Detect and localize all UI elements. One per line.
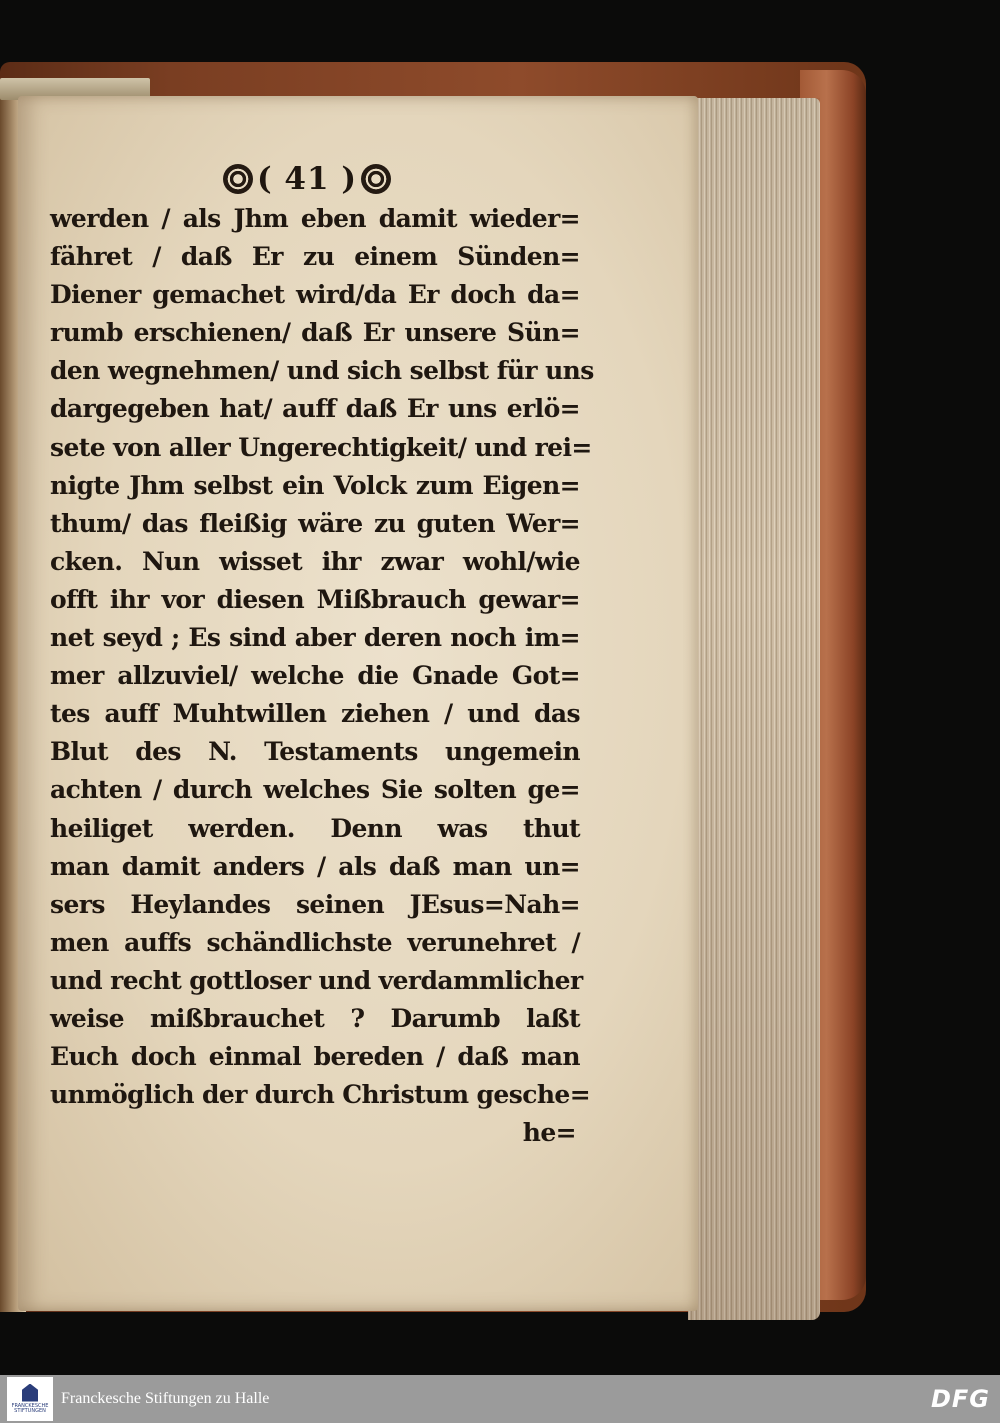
text-line: men auffs schändlichste verunehret / — [50, 927, 580, 957]
page-text — [50, 200, 594, 1152]
text-line: heiliget werden. Denn was thut — [50, 813, 580, 843]
page-header — [222, 158, 392, 200]
institution-name[interactable]: Franckesche Stiftungen zu Halle — [61, 1390, 270, 1407]
text-line: dargegeben hat/ auff daß Er uns erlö= — [50, 394, 580, 424]
text-line: rumb erschienen/ daß Er unsere Sün= — [50, 318, 580, 348]
text-line: werden / als Jhm eben damit wieder= — [50, 204, 580, 233]
ornament-left-icon — [223, 164, 253, 194]
text-line: fähret / daß Er zu einem Sünden= — [50, 242, 580, 272]
text-line: weise mißbrauchet ? Darumb laßt — [50, 1003, 580, 1033]
text-line: man damit anders / als daß man un= — [50, 851, 580, 881]
text-line: Euch doch einmal bereden / daß man — [50, 1042, 580, 1072]
page-number: ( 41 ) — [256, 160, 358, 197]
text-line: achten / durch welches Sie solten ge= — [50, 775, 580, 805]
text-line: thum/ das fleißig wäre zu guten Wer= — [50, 508, 580, 538]
text-line: unmöglich der durch Christum gesche= — [50, 1080, 591, 1110]
logo-text: FRANCKESCHE STIFTUNGEN — [11, 1402, 49, 1414]
text-line: cken. Nun wisset ihr zwar wohl/wie — [50, 546, 580, 576]
text-line: mer allzuviel/ welche die Gnade Got= — [50, 661, 580, 691]
text-line: offt ihr vor diesen Mißbrauch gewar= — [50, 584, 580, 614]
footer-bar — [0, 1375, 1000, 1423]
text-line: net seyd ; Es sind aber deren noch im= — [50, 623, 580, 653]
franckesche-logo-icon[interactable] — [7, 1377, 53, 1421]
text-line: und recht gottloser und verdammlicher — [50, 965, 583, 995]
text-line: den wegnehmen/ und sich selbst für uns — [50, 356, 594, 386]
catchword: he= — [522, 1118, 576, 1148]
text-line: Diener gemachet wird/da Er doch da= — [50, 280, 580, 310]
dfg-logo[interactable]: DFG — [930, 1385, 990, 1413]
text-line: sete von aller Ungerechtigkeit/ und rei= — [50, 432, 592, 462]
text-line: sers Heylandes seinen JEsus=Nah= — [50, 889, 580, 919]
ornament-right-icon — [361, 164, 391, 194]
page-stack-shade — [688, 98, 820, 1320]
text-line: nigte Jhm selbst ein Volck zum Eigen= — [50, 470, 580, 500]
logo-building-icon — [22, 1384, 38, 1402]
text-line: tes auff Muhtwillen ziehen / und das — [50, 699, 580, 729]
text-line: Blut des N. Testaments ungemein — [50, 737, 580, 767]
